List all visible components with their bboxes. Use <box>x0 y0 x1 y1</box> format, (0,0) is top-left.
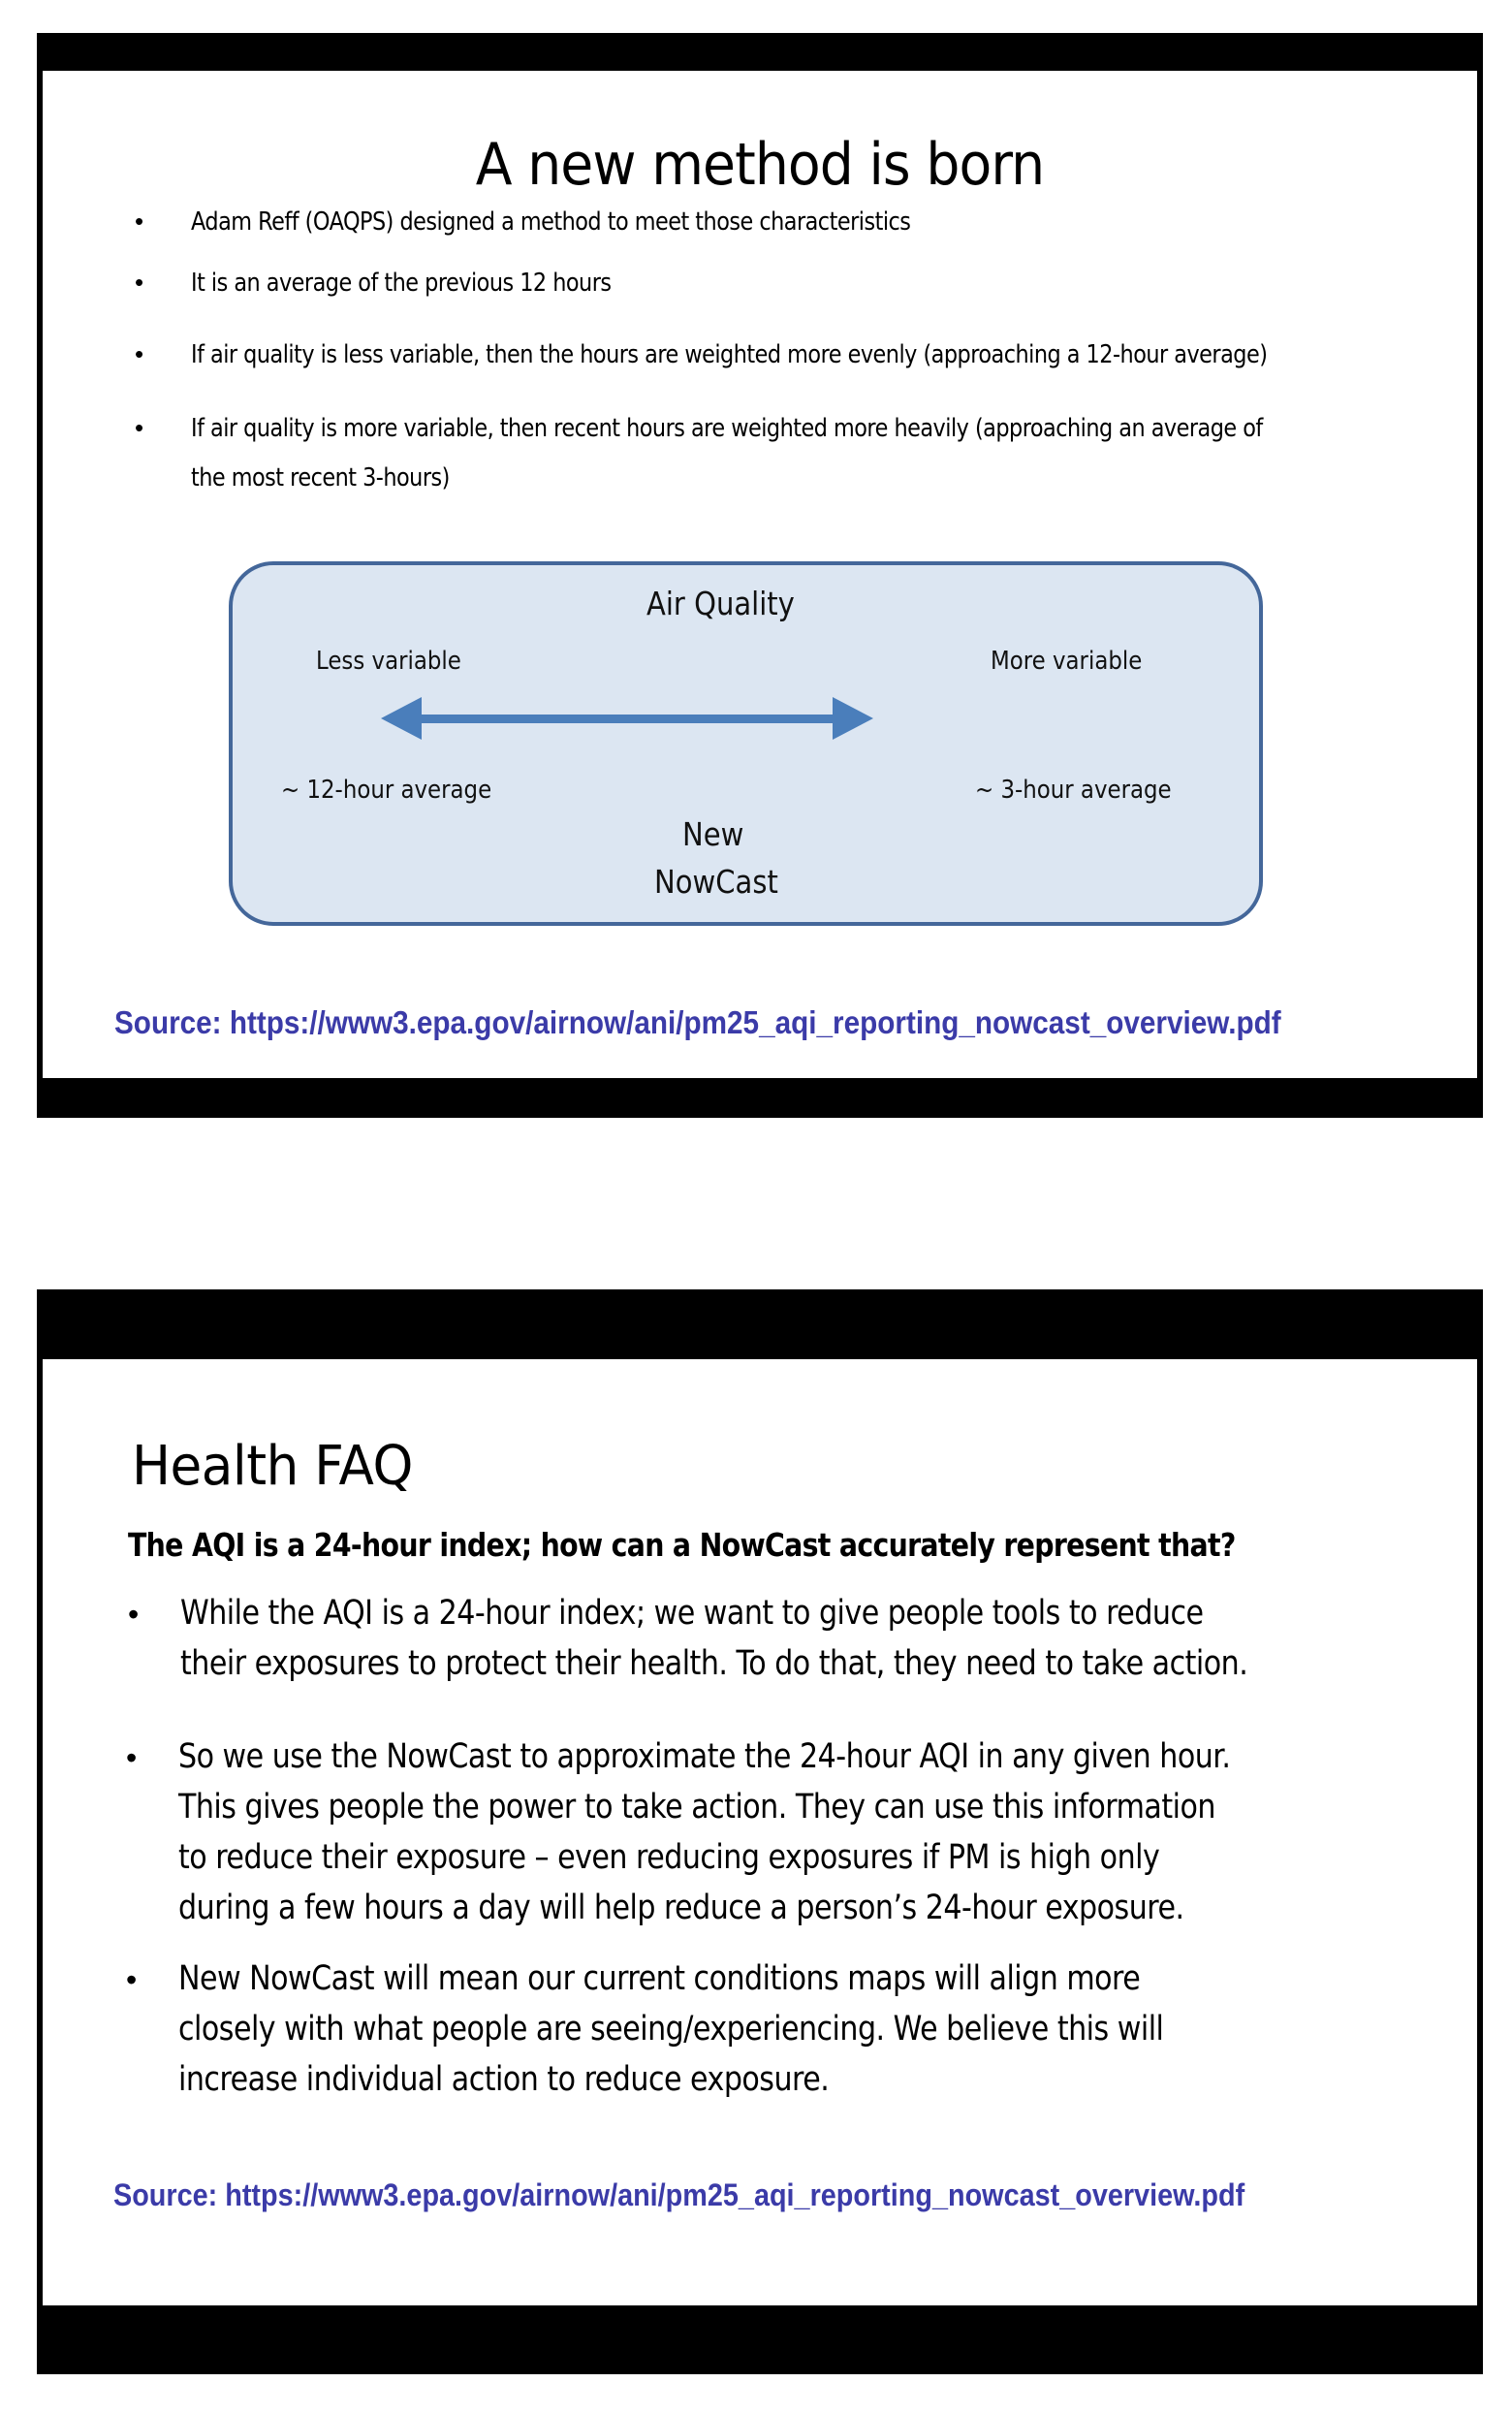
faq-answer-3-line-1: New NowCast will mean our current conditions maps will align more <box>178 1959 1141 1998</box>
slide-2-content <box>43 1359 1477 2305</box>
more-variable-label: More variable <box>991 647 1143 676</box>
three-hour-average-caption: ~ 3-hour average <box>975 776 1172 805</box>
less-variable-label: Less variable <box>316 647 461 676</box>
faq-answer-1-line-1: While the AQI is a 24-hour index; we want to give people tools to reduce <box>180 1594 1204 1633</box>
faq-answer-2-line-4: during a few hours a day will help reduce a person’s 24-hour exposure. <box>178 1889 1184 1927</box>
bullet-text: Adam Reff (OAQPS) designed a method to meet those characteristics <box>191 207 911 237</box>
bullet-icon: • <box>135 339 144 368</box>
nowcast-label: NowCast <box>654 863 778 901</box>
slide-1-title: A new method is born <box>475 131 1045 199</box>
source-link[interactable]: Source: https://www3.epa.gov/airnow/ani/pm25_aqi_reporting_nowcast_overview.pdf <box>113 2177 1245 2212</box>
bullet-icon: • <box>135 413 144 442</box>
faq-answer-1-line-2: their exposures to protect their health. To do that, they need to take action. <box>180 1644 1248 1683</box>
faq-answer-3-line-3: increase individual action to reduce exposure. <box>178 2060 830 2099</box>
bullet-icon: • <box>126 1962 138 1997</box>
faq-question: The AQI is a 24-hour index; how can a NowCast accurately represent that? <box>128 1526 1236 1564</box>
slide-2-title: Health FAQ <box>132 1435 413 1498</box>
air-quality-diagram <box>229 561 1263 926</box>
faq-answer-2-line-2: This gives people the power to take action. They can use this information <box>178 1788 1215 1826</box>
faq-answer-2-line-1: So we use the NowCast to approximate the 24-hour AQI in any given hour. <box>178 1737 1231 1776</box>
bullet-text: If air quality is more variable, then recent hours are weighted more heavily (approaching an average of <box>191 414 1263 443</box>
bullet-icon: • <box>128 1597 140 1632</box>
twelve-hour-average-caption: ~ 12-hour average <box>281 776 492 805</box>
source-link[interactable]: Source: https://www3.epa.gov/airnow/ani/pm25_aqi_reporting_nowcast_overview.pdf <box>114 1004 1281 1040</box>
bullet-icon: • <box>126 1740 138 1775</box>
double-headed-arrow-icon <box>381 694 875 743</box>
bullet-text-continuation: the most recent 3-hours) <box>191 463 450 492</box>
slide-1-content <box>43 71 1477 1078</box>
bullet-icon: • <box>135 268 144 297</box>
diagram-heading: Air Quality <box>646 585 795 622</box>
faq-answer-3-line-2: closely with what people are seeing/experiencing. We believe this will <box>178 2010 1164 2049</box>
faq-answer-2-line-3: to reduce their exposure – even reducing exposures if PM is high only <box>178 1838 1160 1877</box>
slide-2-frame <box>37 1289 1483 2374</box>
bullet-text: If air quality is less variable, then the hours are weighted more evenly (approaching a 12-hour average) <box>191 340 1268 369</box>
bullet-text: It is an average of the previous 12 hours <box>191 269 612 298</box>
bullet-icon: • <box>135 206 144 236</box>
slide-1-frame <box>37 33 1483 1118</box>
new-label: New <box>682 815 744 853</box>
